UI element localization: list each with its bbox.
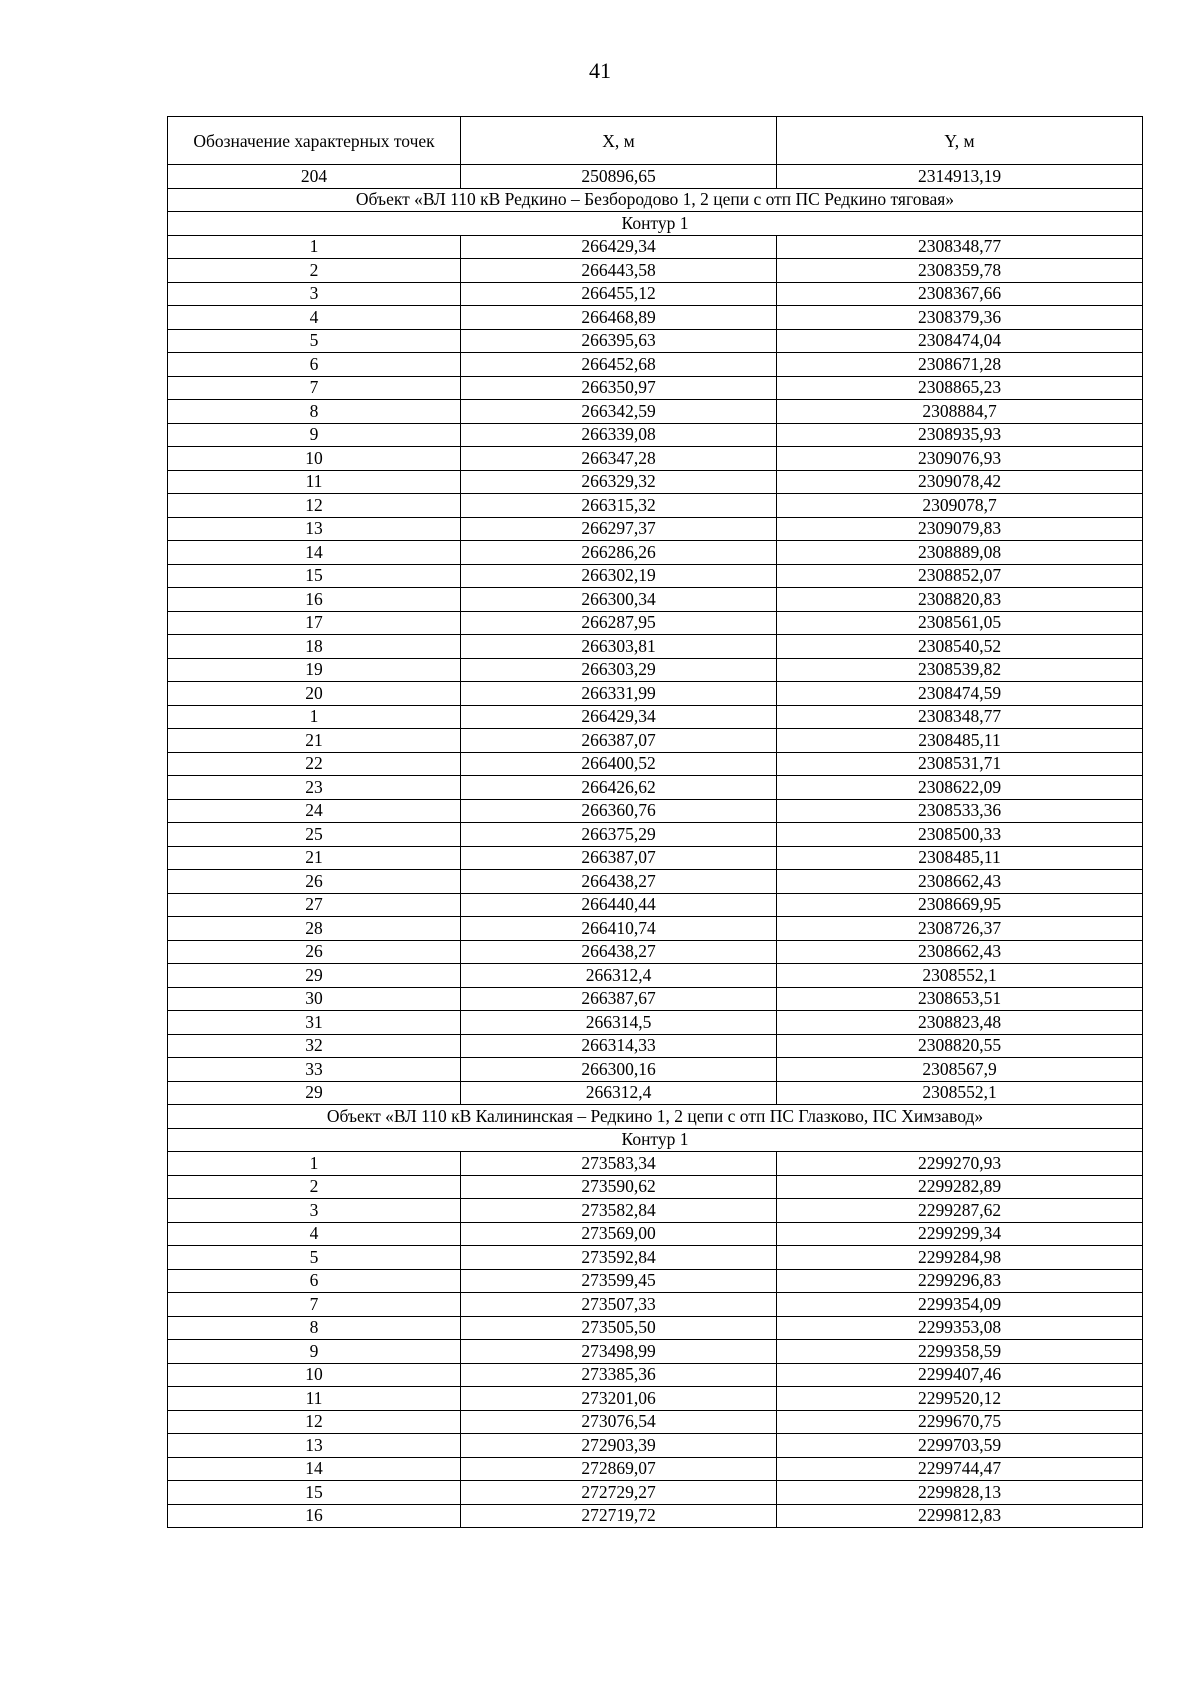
table-row (168, 423, 1143, 447)
table-row (168, 1434, 1143, 1458)
y-value-cell: 2308671,28 (777, 353, 1143, 377)
point-number-cell: 1 (168, 1152, 461, 1176)
point-number-cell: 29 (168, 964, 461, 988)
y-value-cell: 2299744,47 (777, 1457, 1143, 1481)
point-number-cell: 11 (168, 470, 461, 494)
point-number-cell: 4 (168, 1222, 461, 1246)
y-value-cell: 2308820,83 (777, 588, 1143, 612)
x-value-cell: 266297,37 (461, 517, 777, 541)
table-row (168, 1081, 1143, 1105)
table-row (168, 494, 1143, 518)
point-number-cell: 29 (168, 1081, 461, 1105)
y-value-cell: 2308622,09 (777, 776, 1143, 800)
point-number-cell: 12 (168, 494, 461, 518)
y-value-cell: 2308820,55 (777, 1034, 1143, 1058)
point-number-cell: 26 (168, 940, 461, 964)
table-row (168, 353, 1143, 377)
table-row (168, 1410, 1143, 1434)
table-row (168, 635, 1143, 659)
point-number-cell: 21 (168, 846, 461, 870)
page-number: 41 (589, 58, 611, 83)
y-value-cell: 2299353,08 (777, 1316, 1143, 1340)
y-value-cell: 2299520,12 (777, 1387, 1143, 1411)
point-number-cell: 30 (168, 987, 461, 1011)
x-value-cell: 273592,84 (461, 1246, 777, 1270)
point-number-cell: 4 (168, 306, 461, 330)
y-value-cell: 2308823,48 (777, 1011, 1143, 1035)
y-value-cell: 2308865,23 (777, 376, 1143, 400)
table-row (168, 282, 1143, 306)
y-value-cell: 2299670,75 (777, 1410, 1143, 1434)
point-number-cell: 9 (168, 1340, 461, 1364)
point-number-cell: 20 (168, 682, 461, 706)
y-value-cell: 2308533,36 (777, 799, 1143, 823)
table-row (168, 470, 1143, 494)
x-value-cell: 273590,62 (461, 1175, 777, 1199)
table-row (168, 329, 1143, 353)
y-value-cell: 2308552,1 (777, 964, 1143, 988)
point-number-cell: 13 (168, 1434, 461, 1458)
x-value-cell: 266350,97 (461, 376, 777, 400)
y-value-cell: 2308359,78 (777, 259, 1143, 283)
y-value-cell: 2308379,36 (777, 306, 1143, 330)
point-number-cell: 16 (168, 588, 461, 612)
x-value-cell: 266440,44 (461, 893, 777, 917)
y-value-cell: 2308852,07 (777, 564, 1143, 588)
x-value-cell: 266360,76 (461, 799, 777, 823)
y-value-cell: 2308348,77 (777, 705, 1143, 729)
point-number-cell: 8 (168, 400, 461, 424)
table-row (168, 564, 1143, 588)
y-value-cell: 2299407,46 (777, 1363, 1143, 1387)
table-row (168, 1199, 1143, 1223)
table-header (168, 117, 1143, 165)
x-value-cell: 266315,32 (461, 494, 777, 518)
y-value-cell: 2308540,52 (777, 635, 1143, 659)
table-row (168, 400, 1143, 424)
table-row (168, 1269, 1143, 1293)
table-row (168, 165, 1143, 189)
x-value-cell: 266329,32 (461, 470, 777, 494)
section-row (168, 212, 1143, 236)
y-value-cell: 2309076,93 (777, 447, 1143, 471)
point-number-cell: 9 (168, 423, 461, 447)
section-row (168, 1105, 1143, 1129)
x-value-cell: 266302,19 (461, 564, 777, 588)
point-number-cell: 11 (168, 1387, 461, 1411)
table-row (168, 940, 1143, 964)
x-value-cell: 266410,74 (461, 917, 777, 941)
point-number-cell: 1 (168, 705, 461, 729)
table-row (168, 870, 1143, 894)
x-value-cell: 273583,34 (461, 1152, 777, 1176)
x-value-cell: 266468,89 (461, 306, 777, 330)
table-row (168, 1340, 1143, 1364)
point-number-cell: 14 (168, 541, 461, 565)
table-row (168, 987, 1143, 1011)
y-value-cell: 2308669,95 (777, 893, 1143, 917)
table-row (168, 682, 1143, 706)
table-row (168, 588, 1143, 612)
header-x-coordinate: X, м (461, 117, 777, 165)
table-row (168, 541, 1143, 565)
point-number-cell: 5 (168, 329, 461, 353)
point-number-cell: 5 (168, 1246, 461, 1270)
x-value-cell: 266339,08 (461, 423, 777, 447)
table-row (168, 964, 1143, 988)
table-row (168, 893, 1143, 917)
x-value-cell: 266312,4 (461, 1081, 777, 1105)
point-number-cell: 17 (168, 611, 461, 635)
table-row (168, 658, 1143, 682)
x-value-cell: 250896,65 (461, 165, 777, 189)
table-body (168, 165, 1143, 1528)
coordinates-table (167, 116, 1143, 1528)
x-value-cell: 266429,34 (461, 235, 777, 259)
point-number-cell: 33 (168, 1058, 461, 1082)
table-row (168, 1175, 1143, 1199)
point-number-cell: 31 (168, 1011, 461, 1035)
y-value-cell: 2299284,98 (777, 1246, 1143, 1270)
x-value-cell: 266400,52 (461, 752, 777, 776)
point-number-cell: 7 (168, 1293, 461, 1317)
table-row (168, 376, 1143, 400)
x-value-cell: 272719,72 (461, 1504, 777, 1528)
table-row (168, 517, 1143, 541)
y-value-cell: 2299282,89 (777, 1175, 1143, 1199)
x-value-cell: 266312,4 (461, 964, 777, 988)
point-number-cell: 14 (168, 1457, 461, 1481)
x-value-cell: 273201,06 (461, 1387, 777, 1411)
point-number-cell: 6 (168, 1269, 461, 1293)
point-number-cell: 21 (168, 729, 461, 753)
section-title: Контур 1 (168, 212, 1143, 236)
y-value-cell: 2299703,59 (777, 1434, 1143, 1458)
y-value-cell: 2299296,83 (777, 1269, 1143, 1293)
x-value-cell: 266300,34 (461, 588, 777, 612)
point-number-cell: 25 (168, 823, 461, 847)
table-row (168, 259, 1143, 283)
y-value-cell: 2299358,59 (777, 1340, 1143, 1364)
x-value-cell: 266438,27 (461, 940, 777, 964)
x-value-cell: 273076,54 (461, 1410, 777, 1434)
y-value-cell: 2308884,7 (777, 400, 1143, 424)
point-number-cell: 3 (168, 282, 461, 306)
section-title: Контур 1 (168, 1128, 1143, 1152)
table-row (168, 729, 1143, 753)
x-value-cell: 273599,45 (461, 1269, 777, 1293)
table-row (168, 1316, 1143, 1340)
table-row (168, 752, 1143, 776)
point-number-cell: 28 (168, 917, 461, 941)
point-number-cell: 15 (168, 564, 461, 588)
x-value-cell: 272729,27 (461, 1481, 777, 1505)
y-value-cell: 2308935,93 (777, 423, 1143, 447)
y-value-cell: 2308474,59 (777, 682, 1143, 706)
y-value-cell: 2309078,7 (777, 494, 1143, 518)
x-value-cell: 266375,29 (461, 823, 777, 847)
section-row (168, 1128, 1143, 1152)
x-value-cell: 266426,62 (461, 776, 777, 800)
table-row (168, 1457, 1143, 1481)
y-value-cell: 2308531,71 (777, 752, 1143, 776)
x-value-cell: 266387,07 (461, 729, 777, 753)
table-row (168, 917, 1143, 941)
x-value-cell: 273507,33 (461, 1293, 777, 1317)
y-value-cell: 2308485,11 (777, 729, 1143, 753)
header-y-coordinate: Y, м (777, 117, 1143, 165)
point-number-cell: 24 (168, 799, 461, 823)
table-row (168, 1152, 1143, 1176)
x-value-cell: 266314,5 (461, 1011, 777, 1035)
table-row (168, 776, 1143, 800)
x-value-cell: 266314,33 (461, 1034, 777, 1058)
y-value-cell: 2308662,43 (777, 940, 1143, 964)
x-value-cell: 266300,16 (461, 1058, 777, 1082)
table-row (168, 799, 1143, 823)
x-value-cell: 266438,27 (461, 870, 777, 894)
y-value-cell: 2314913,19 (777, 165, 1143, 189)
x-value-cell: 266455,12 (461, 282, 777, 306)
y-value-cell: 2299299,34 (777, 1222, 1143, 1246)
point-number-cell: 22 (168, 752, 461, 776)
x-value-cell: 266443,58 (461, 259, 777, 283)
x-value-cell: 266387,07 (461, 846, 777, 870)
y-value-cell: 2308485,11 (777, 846, 1143, 870)
point-number-cell: 204 (168, 165, 461, 189)
y-value-cell: 2299270,93 (777, 1152, 1143, 1176)
point-number-cell: 27 (168, 893, 461, 917)
point-number-cell: 10 (168, 1363, 461, 1387)
table-row (168, 447, 1143, 471)
x-value-cell: 273498,99 (461, 1340, 777, 1364)
x-value-cell: 273505,50 (461, 1316, 777, 1340)
point-number-cell: 16 (168, 1504, 461, 1528)
x-value-cell: 266286,26 (461, 541, 777, 565)
y-value-cell: 2299287,62 (777, 1199, 1143, 1223)
y-value-cell: 2299812,83 (777, 1504, 1143, 1528)
x-value-cell: 273385,36 (461, 1363, 777, 1387)
y-value-cell: 2308726,37 (777, 917, 1143, 941)
x-value-cell: 266342,59 (461, 400, 777, 424)
x-value-cell: 266287,95 (461, 611, 777, 635)
y-value-cell: 2308653,51 (777, 987, 1143, 1011)
x-value-cell: 273569,00 (461, 1222, 777, 1246)
y-value-cell: 2299354,09 (777, 1293, 1143, 1317)
y-value-cell: 2308889,08 (777, 541, 1143, 565)
x-value-cell: 273582,84 (461, 1199, 777, 1223)
x-value-cell: 272903,39 (461, 1434, 777, 1458)
y-value-cell: 2309079,83 (777, 517, 1143, 541)
header-point-designation: Обозначение характерных точек (168, 117, 461, 165)
table-row (168, 705, 1143, 729)
point-number-cell: 23 (168, 776, 461, 800)
table-row (168, 1034, 1143, 1058)
x-value-cell: 266331,99 (461, 682, 777, 706)
section-row (168, 188, 1143, 212)
table-row (168, 1363, 1143, 1387)
table-row (168, 1504, 1143, 1528)
x-value-cell: 266395,63 (461, 329, 777, 353)
y-value-cell: 2308348,77 (777, 235, 1143, 259)
table-row (168, 846, 1143, 870)
table-row (168, 1058, 1143, 1082)
point-number-cell: 7 (168, 376, 461, 400)
table-row (168, 611, 1143, 635)
point-number-cell: 15 (168, 1481, 461, 1505)
point-number-cell: 6 (168, 353, 461, 377)
header-row (168, 117, 1143, 165)
point-number-cell: 13 (168, 517, 461, 541)
x-value-cell: 266303,29 (461, 658, 777, 682)
point-number-cell: 32 (168, 1034, 461, 1058)
section-title: Объект «ВЛ 110 кВ Редкино – Безбородово 1, 2 цепи с отп ПС Редкино тяговая» (168, 188, 1143, 212)
table-row (168, 823, 1143, 847)
table-row (168, 306, 1143, 330)
point-number-cell: 19 (168, 658, 461, 682)
table-row (168, 235, 1143, 259)
y-value-cell: 2309078,42 (777, 470, 1143, 494)
y-value-cell: 2308539,82 (777, 658, 1143, 682)
point-number-cell: 10 (168, 447, 461, 471)
y-value-cell: 2308662,43 (777, 870, 1143, 894)
y-value-cell: 2299828,13 (777, 1481, 1143, 1505)
x-value-cell: 266303,81 (461, 635, 777, 659)
point-number-cell: 1 (168, 235, 461, 259)
point-number-cell: 2 (168, 1175, 461, 1199)
y-value-cell: 2308561,05 (777, 611, 1143, 635)
y-value-cell: 2308500,33 (777, 823, 1143, 847)
x-value-cell: 266347,28 (461, 447, 777, 471)
section-title: Объект «ВЛ 110 кВ Калининская – Редкино 1, 2 цепи с отп ПС Глазково, ПС Химзавод» (168, 1105, 1143, 1129)
y-value-cell: 2308474,04 (777, 329, 1143, 353)
point-number-cell: 12 (168, 1410, 461, 1434)
x-value-cell: 272869,07 (461, 1457, 777, 1481)
table-row (168, 1222, 1143, 1246)
point-number-cell: 2 (168, 259, 461, 283)
x-value-cell: 266387,67 (461, 987, 777, 1011)
y-value-cell: 2308567,9 (777, 1058, 1143, 1082)
x-value-cell: 266452,68 (461, 353, 777, 377)
table-row (168, 1481, 1143, 1505)
y-value-cell: 2308552,1 (777, 1081, 1143, 1105)
table-row (168, 1246, 1143, 1270)
point-number-cell: 26 (168, 870, 461, 894)
x-value-cell: 266429,34 (461, 705, 777, 729)
point-number-cell: 3 (168, 1199, 461, 1223)
point-number-cell: 8 (168, 1316, 461, 1340)
table-row (168, 1387, 1143, 1411)
table-row (168, 1011, 1143, 1035)
y-value-cell: 2308367,66 (777, 282, 1143, 306)
point-number-cell: 18 (168, 635, 461, 659)
table-row (168, 1293, 1143, 1317)
